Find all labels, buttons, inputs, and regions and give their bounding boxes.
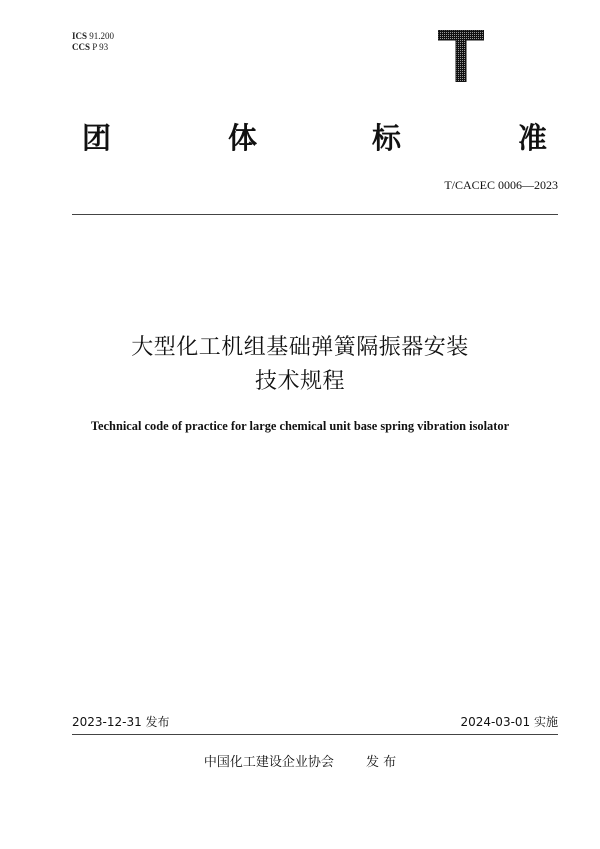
standard-type-char: 准 (518, 121, 548, 155)
standard-type-heading (72, 120, 558, 160)
title-cn-line1: 大型化工机组基础弹簧隔振器安装 (131, 335, 469, 360)
footer-divider (72, 734, 558, 735)
standard-type-char: 标 (372, 121, 402, 155)
publisher-name: 中国化工建设企业协会 (203, 755, 334, 770)
title-en: Technical code of practice for large chemical unit base spring vibration isolator (90, 419, 510, 433)
standard-type-char: 团 (82, 121, 112, 155)
title-cn-line2: 技术规程 (254, 369, 345, 394)
ccs-value: P 93 (92, 42, 109, 52)
ics-label: ICS (72, 31, 88, 41)
ics-value: 91.200 (89, 31, 115, 41)
standard-number: T/CACEC 0006—2023 (444, 178, 558, 192)
header-divider (72, 214, 558, 215)
issue-date: 2023-12-31 发布 (72, 715, 170, 729)
standard-type-char: 体 (228, 121, 258, 155)
implementation-date: 2024-03-01 实施 (460, 715, 558, 729)
ics-code (72, 31, 114, 41)
ccs-code (72, 42, 108, 52)
group-standard-t-logo (438, 30, 484, 82)
publisher-line (0, 751, 600, 770)
publisher-action: 发 布 (365, 755, 397, 770)
ccs-label: CCS (72, 42, 91, 52)
